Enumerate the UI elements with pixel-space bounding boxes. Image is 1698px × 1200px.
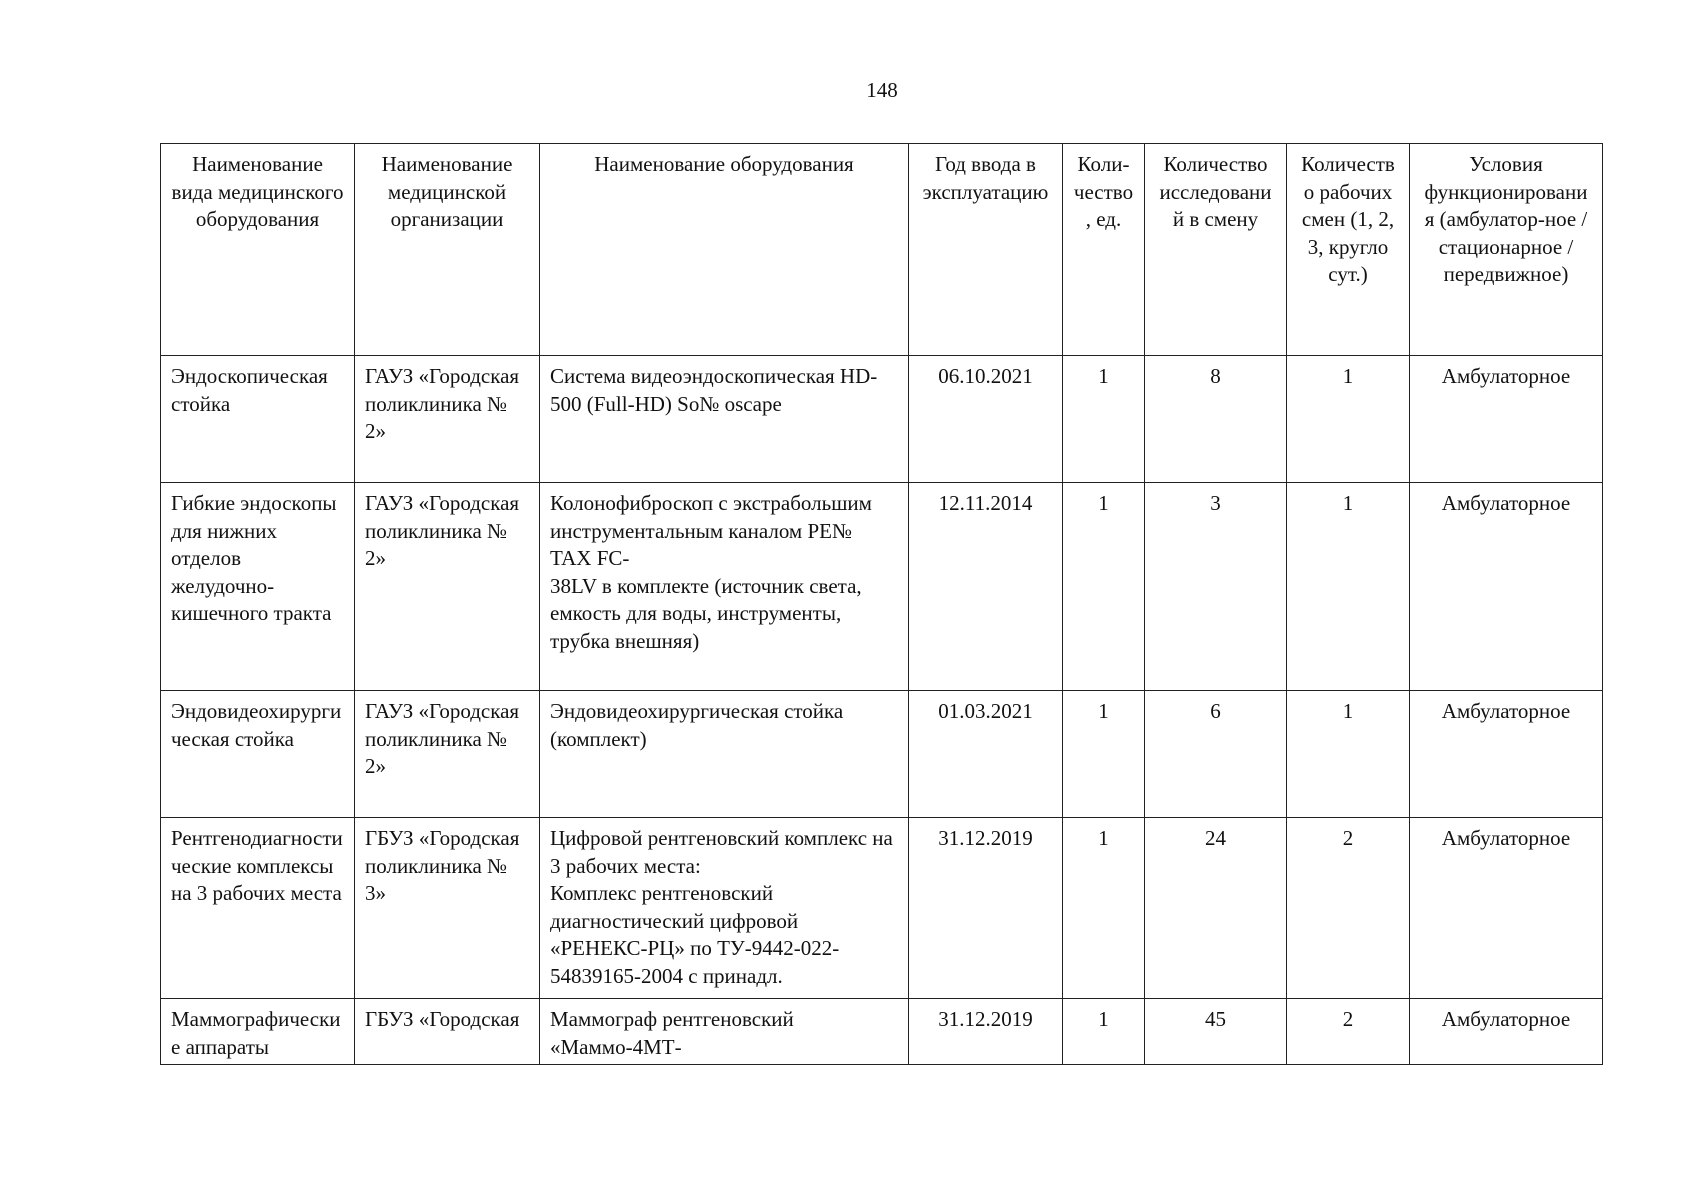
page-number: 148 xyxy=(866,78,898,102)
cell-studies-per-shift: 24 xyxy=(1145,818,1287,999)
equipment-table xyxy=(160,143,1603,1065)
cell-shift-count: 1 xyxy=(1287,483,1410,691)
cell-operating-conditions: Амбулаторное xyxy=(1410,483,1603,691)
cell-equipment-kind: Гибкие эндоскопы для нижних отделов желудочно-кишечного тракта xyxy=(161,483,355,691)
cell-quantity: 1 xyxy=(1063,483,1145,691)
cell-studies-per-shift: 45 xyxy=(1145,999,1287,1065)
cell-operating-conditions: Амбулаторное xyxy=(1410,356,1603,483)
cell-shift-count: 2 xyxy=(1287,818,1410,999)
table-row xyxy=(161,999,1603,1065)
cell-commission-year: 12.11.2014 xyxy=(909,483,1063,691)
header-studies-per-shift: Количество исследований в смену xyxy=(1145,144,1287,356)
cell-equipment-name: Система видеоэндоскопическая HD-500 (Full-HD) So№ oscape xyxy=(540,356,909,483)
header-commission-year: Год ввода в эксплуатацию xyxy=(909,144,1063,356)
cell-operating-conditions: Амбулаторное xyxy=(1410,818,1603,999)
cell-equipment-name: Колонофиброскоп с экстрабольшим инструментальным каналом PE№ TAX FC- 38LV в комплекте (источник света, емкость для воды, инструменты, трубка внешняя) xyxy=(540,483,909,691)
cell-shift-count: 1 xyxy=(1287,356,1410,483)
header-organization: Наименование медицинской организации xyxy=(355,144,540,356)
cell-equipment-kind: Маммографические аппараты xyxy=(161,999,355,1065)
cell-quantity: 1 xyxy=(1063,818,1145,999)
table-row xyxy=(161,483,1603,691)
cell-quantity: 1 xyxy=(1063,356,1145,483)
table-row xyxy=(161,818,1603,999)
table-row xyxy=(161,356,1603,483)
table-row xyxy=(161,691,1603,818)
cell-organization: ГБУЗ «Городская поликлиника № 3» xyxy=(355,818,540,999)
cell-equipment-name: Эндовидеохирургическая стойка (комплект) xyxy=(540,691,909,818)
cell-commission-year: 01.03.2021 xyxy=(909,691,1063,818)
header-equipment-kind: Наименование вида медицинского оборудования xyxy=(161,144,355,356)
cell-studies-per-shift: 8 xyxy=(1145,356,1287,483)
header-operating-conditions: Условия функционирования (амбулатор-ное / стационарное / передвижное) xyxy=(1410,144,1603,356)
cell-commission-year: 06.10.2021 xyxy=(909,356,1063,483)
cell-commission-year: 31.12.2019 xyxy=(909,818,1063,999)
cell-equipment-kind: Эндоскопическая стойка xyxy=(161,356,355,483)
cell-shift-count: 1 xyxy=(1287,691,1410,818)
cell-equipment-kind: Эндовидеохирургическая стойка xyxy=(161,691,355,818)
header-equipment-name: Наименование оборудования xyxy=(540,144,909,356)
cell-operating-conditions: Амбулаторное xyxy=(1410,999,1603,1065)
cell-quantity: 1 xyxy=(1063,691,1145,818)
table-header-row xyxy=(161,144,1603,356)
cell-organization: ГАУЗ «Городская поликлиника № 2» xyxy=(355,356,540,483)
cell-organization: ГБУЗ «Городская xyxy=(355,999,540,1065)
cell-equipment-kind: Рентгенодиагностические комплексы на 3 рабочих места xyxy=(161,818,355,999)
cell-studies-per-shift: 6 xyxy=(1145,691,1287,818)
cell-organization: ГАУЗ «Городская поликлиника № 2» xyxy=(355,483,540,691)
cell-shift-count: 2 xyxy=(1287,999,1410,1065)
cell-studies-per-shift: 3 xyxy=(1145,483,1287,691)
header-shift-count: Количество рабочих смен (1, 2, 3, кругло сут.) xyxy=(1287,144,1410,356)
cell-commission-year: 31.12.2019 xyxy=(909,999,1063,1065)
cell-equipment-name: Маммограф рентгеновский «Маммо-4МТ- xyxy=(540,999,909,1065)
cell-equipment-name: Цифровой рентгеновский комплекс на 3 рабочих места: Комплекс рентгеновский диагностический цифровой «РЕНЕКС-РЦ» по ТУ-9442-022-54839165-2004 с принадл. xyxy=(540,818,909,999)
cell-organization: ГАУЗ «Городская поликлиника № 2» xyxy=(355,691,540,818)
cell-operating-conditions: Амбулаторное xyxy=(1410,691,1603,818)
header-quantity: Коли-чество, ед. xyxy=(1063,144,1145,356)
cell-quantity: 1 xyxy=(1063,999,1145,1065)
